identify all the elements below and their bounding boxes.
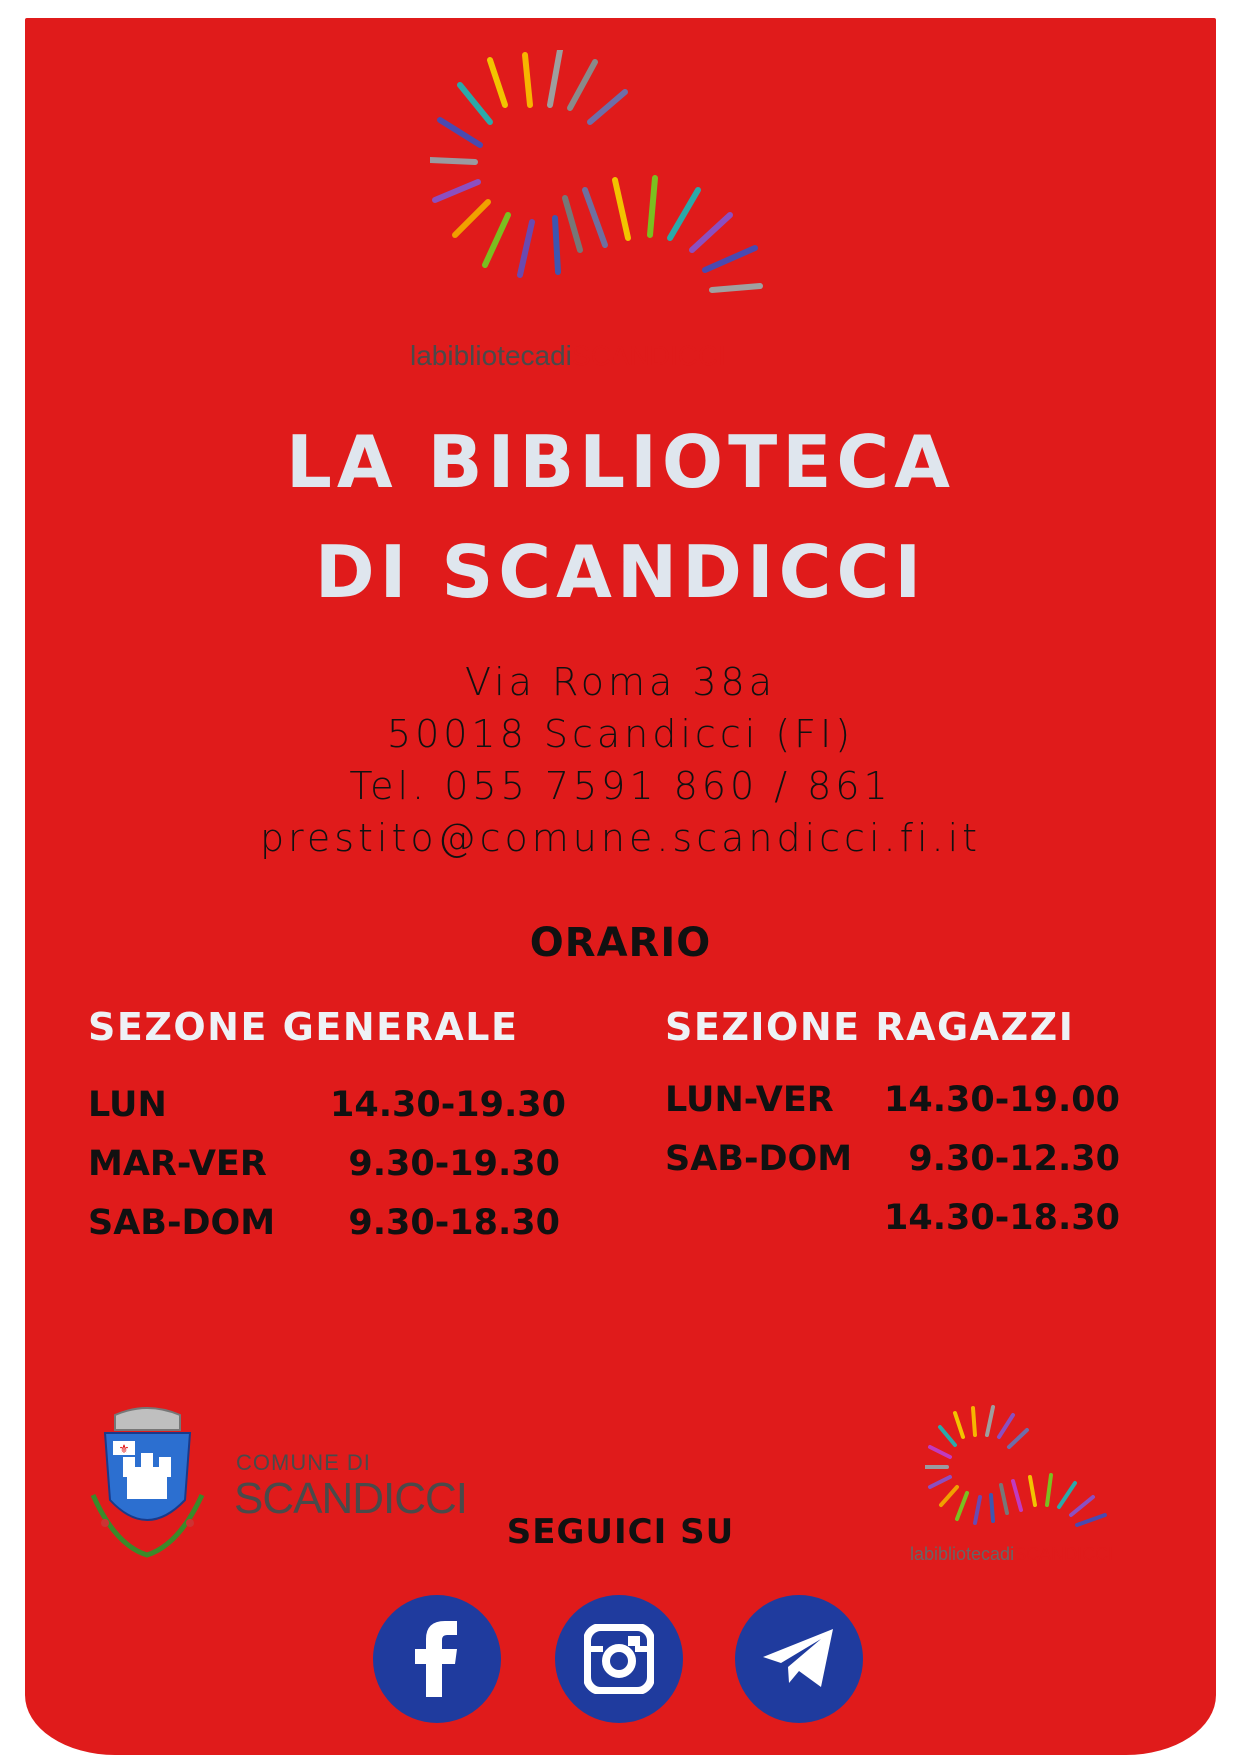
comune-line-2: SCANDICCI	[234, 1474, 468, 1523]
facebook-icon	[405, 1621, 469, 1697]
address-street: Via Roma 38a	[464, 660, 777, 704]
library-logo-text	[410, 340, 830, 372]
comune-line-1: COMUNE DI	[236, 1450, 371, 1475]
svg-text:⚜: ⚜	[118, 1442, 130, 1456]
generale-day-3: SAB-DOM	[88, 1203, 276, 1243]
ragazzi-day-1: LUN-VER	[665, 1080, 834, 1120]
generale-day-2: MAR-VER	[88, 1144, 267, 1184]
address-phone: Tel. 055 7591 860 / 861	[349, 764, 892, 808]
title-line-2: DI SCANDICCI	[314, 530, 927, 614]
generale-time-1: 14.30-19.30	[330, 1085, 566, 1125]
follow-label: SEGUICI SU	[506, 1512, 735, 1552]
ragazzi-title: SEZIONE RAGAZZI	[665, 1005, 1075, 1049]
generale-day-1: LUN	[88, 1085, 167, 1125]
logo-small-suffix: SCANDICCI	[1014, 1544, 1114, 1564]
instagram-icon	[584, 1624, 654, 1694]
address-city: 50018 Scandicci (FI)	[386, 712, 855, 756]
logo-small-prefix: labibliotecadi	[910, 1544, 1015, 1564]
ragazzi-time-3: 14.30-18.30	[884, 1198, 1120, 1238]
generale-title: SEZONE GENERALE	[88, 1005, 519, 1049]
logo-text-prefix: labibliotecadi	[410, 340, 572, 371]
generale-time-3: 9.30-18.30	[348, 1203, 560, 1243]
instagram-button[interactable]	[555, 1595, 683, 1723]
generale-time-2: 9.30-19.30	[348, 1144, 560, 1184]
ragazzi-time-1: 14.30-19.00	[884, 1080, 1120, 1120]
telegram-button[interactable]	[735, 1595, 863, 1723]
ragazzi-day-2: SAB-DOM	[665, 1139, 853, 1179]
title-line-1: LA BIBLIOTECA	[286, 420, 955, 504]
library-logo-icon	[430, 50, 810, 320]
facebook-button[interactable]	[373, 1595, 501, 1723]
telegram-icon	[761, 1627, 837, 1691]
ragazzi-time-2: 9.30-12.30	[908, 1139, 1120, 1179]
logo-text-suffix: SCANDICCI	[571, 340, 726, 371]
address-email: prestito@comune.scandicci.fi.it	[259, 816, 982, 860]
orario-heading: ORARIO	[529, 920, 712, 966]
